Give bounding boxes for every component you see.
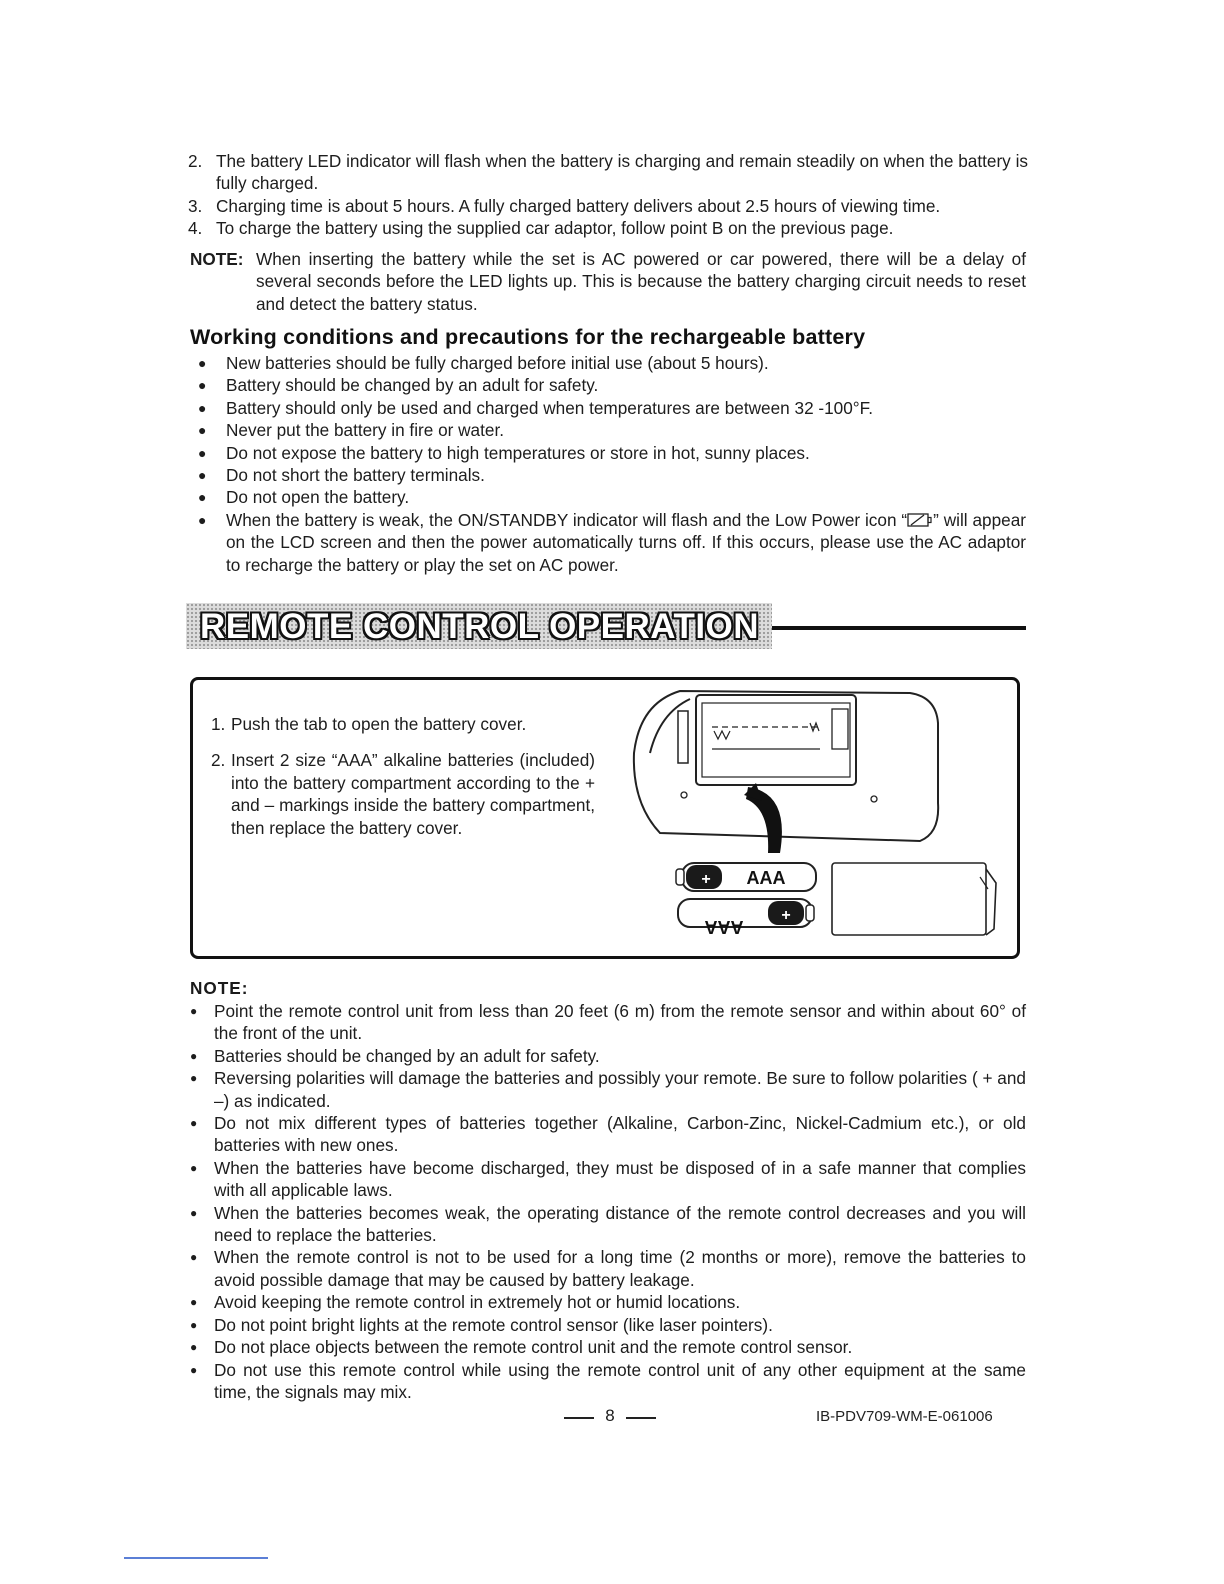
list-item: 2. Insert 2 size “AAA” alkaline batteries (included) into the battery compartment according to the + and – markings inside the battery compartment, then replace the battery cover. (211, 750, 595, 838)
bullet-icon: ● (198, 467, 207, 484)
list-item: ● When the batteries becomes weak, the operating distance of the remote control decreases and you will need to replace the batteries. (190, 1202, 1026, 1246)
bullet-icon: ● (190, 1362, 198, 1377)
list-item: ● Never put the battery in fire or water. (198, 420, 504, 441)
bullet-icon: ● (190, 1317, 198, 1332)
bullet-icon: ● (198, 422, 207, 439)
list-item: ● Reversing polarities will damage the batteries and possibly your remote. Be sure to follow polarities ( + and –) as indicated. (190, 1068, 1026, 1111)
battery-insertion-illustration (620, 683, 1016, 947)
battery-cover-icon (832, 863, 996, 935)
remote-note-label: NOTE: (190, 978, 249, 998)
svg-text:+: + (781, 907, 791, 924)
remote-control-back-icon (634, 691, 938, 841)
page-number: 8 (564, 1406, 656, 1426)
document-id: IB-PDV709-WM-E-061006 (816, 1408, 993, 1425)
aaa-battery-icon (676, 863, 816, 891)
svg-text:AAA: AAA (746, 868, 786, 888)
bullet-icon: ● (198, 377, 207, 394)
note-label: NOTE: (190, 249, 244, 269)
precautions-heading: Working conditions and precautions for the rechargeable battery (190, 325, 866, 349)
list-item: ● Point the remote control unit from less than 20 feet (6 m) from the remote sensor and within about 60° of the front of the unit. (190, 1001, 1026, 1044)
section-title: REMOTE CONTROL OPERATION (200, 607, 760, 646)
list-item: 3. Charging time is about 5 hours. A fully charged battery delivers about 2.5 hours of viewing time. (188, 195, 941, 216)
page-bottom-rule (124, 1557, 268, 1559)
section-rule (772, 626, 1026, 630)
list-item: 4. To charge the battery using the supplied car adaptor, follow point B on the previous page. (188, 218, 894, 239)
bullet-icon: ● (198, 444, 207, 461)
note-text: When inserting the battery while the set is AC powered or car powered, there will be a delay of several seconds before the LED lights up. This is because the battery charging circuit needs to reset and detect the battery status. (256, 249, 1026, 314)
list-item: ● Do not mix different types of batteries together (Alkaline, Carbon-Zinc, Nickel-Cadmium etc.), or old batteries with new ones. (190, 1113, 1026, 1156)
list-item: ● Do not point bright lights at the remote control sensor (like laser pointers). (190, 1314, 773, 1335)
bullet-icon: ● (198, 511, 207, 528)
remote-notes-list (190, 1000, 1026, 1403)
battery-charging-steps (188, 150, 1028, 240)
list-item: ● Do not expose the battery to high temperatures or store in hot, sunny places. (198, 442, 810, 463)
bullet-icon: ● (190, 1250, 198, 1265)
bullet-icon: ● (190, 1295, 198, 1310)
bullet-icon: ● (190, 1116, 198, 1131)
list-item: ● Battery should only be used and charged when temperatures are between 32 -100°F. (198, 397, 874, 418)
list-item: ● Do not short the battery terminals. (198, 465, 485, 486)
battery-note (190, 248, 1026, 315)
bullet-icon: ● (190, 1071, 198, 1086)
list-item: ● Do not use this remote control while using the remote control unit of any other equipment at the same time, the signals may mix. (190, 1359, 1026, 1402)
bullet-icon: ● (198, 489, 207, 506)
bullet-icon: ● (190, 1340, 198, 1355)
bullet-icon: ● (190, 1205, 198, 1220)
list-item: ● Battery should be changed by an adult for safety. (198, 375, 599, 396)
svg-text:+: + (701, 871, 711, 888)
remote-battery-steps (211, 713, 595, 853)
list-item: 2. The battery LED indicator will flash when the battery is charging and remain steadily on when the battery is fully charged. (188, 151, 1028, 194)
bullet-icon: ● (190, 1004, 198, 1018)
list-item: ● Do not open the battery. (198, 487, 410, 508)
list-item: ● Do not place objects between the remote control unit and the remote control sensor. (190, 1337, 853, 1358)
list-item: 1. Push the tab to open the battery cover. (211, 714, 527, 734)
list-item: ● When the battery is weak, the ON/STANDBY indicator will flash and the Low Power icon “ ” will appear on the LCD screen and then the power automatically turns off. If this occurs, please use the AC adaptor to recharge the battery or play the set on AC power. (198, 509, 1026, 575)
list-item: ● Batteries should be changed by an adult for safety. (190, 1045, 600, 1066)
low-power-icon (907, 510, 933, 524)
bullet-icon: ● (198, 399, 207, 416)
bullet-icon: ● (190, 1160, 198, 1175)
list-item: ● Avoid keeping the remote control in extremely hot or humid locations. (190, 1292, 741, 1313)
svg-text:AAA: AAA (704, 917, 744, 937)
list-item: ● When the remote control is not to be used for a long time (2 months or more), remove the batteries to avoid possible damage that may be caused by battery leakage. (190, 1247, 1026, 1290)
precautions-list (198, 352, 1026, 576)
list-item: ● New batteries should be fully charged before initial use (about 5 hours). (198, 353, 769, 373)
bullet-icon: ● (190, 1048, 198, 1063)
list-item: ● When the batteries have become discharged, they must be disposed of in a safe manner that complies with all applicable laws. (190, 1157, 1026, 1201)
bullet-icon: ● (198, 355, 207, 371)
aaa-battery-icon (678, 899, 814, 937)
